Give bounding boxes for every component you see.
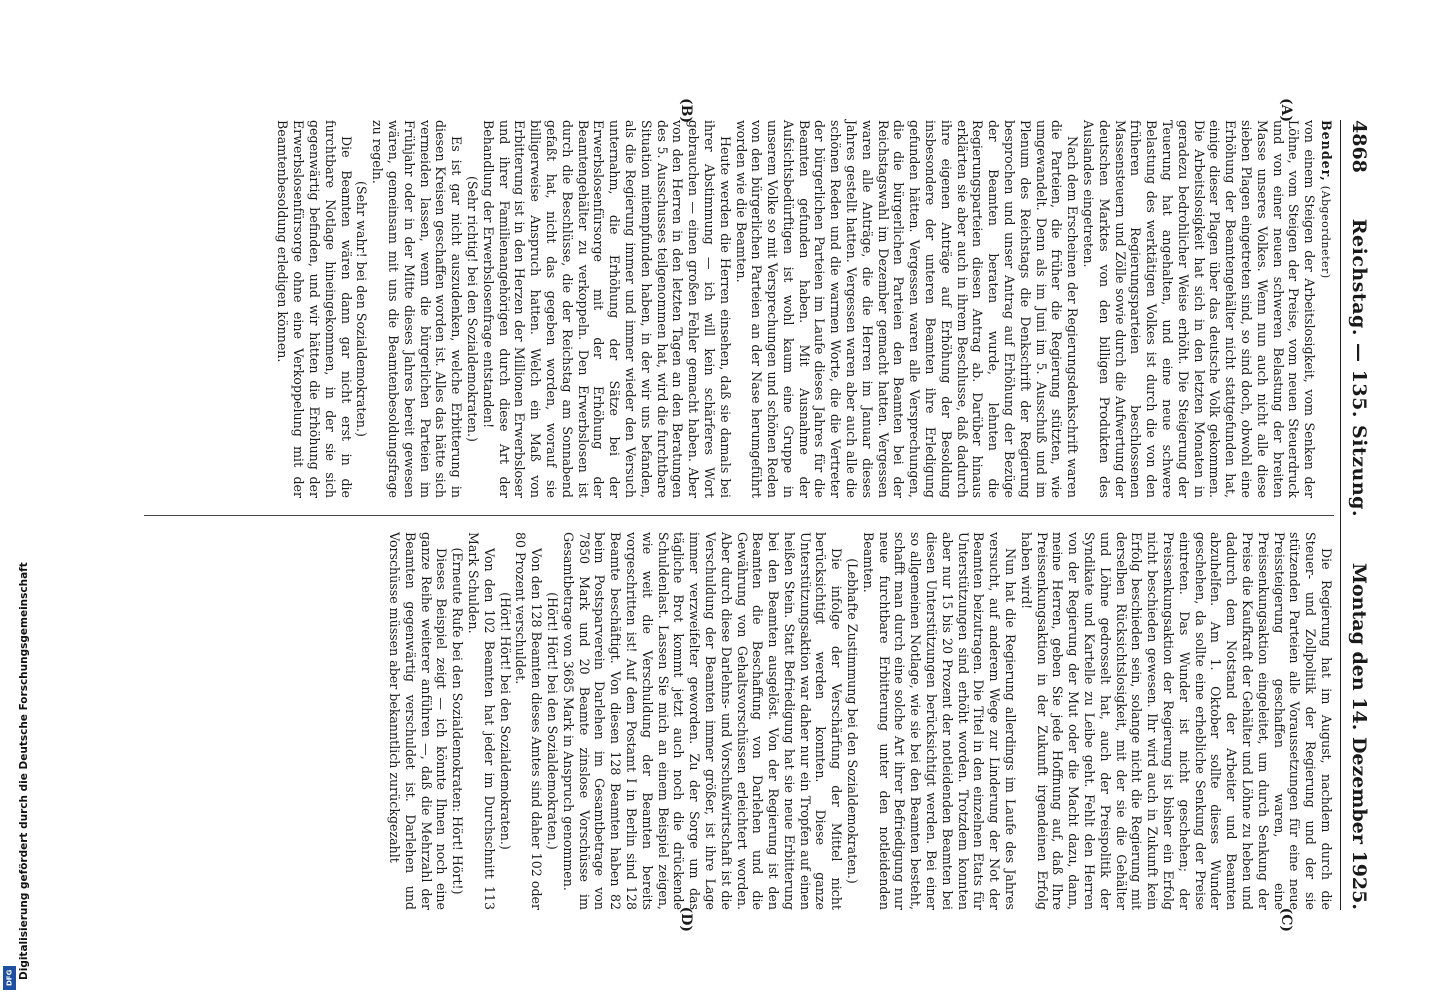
interjection: (Sehr richtig! bei den Sozialdemokraten.)	[464, 176, 480, 442]
paragraph: Es ist gar nicht auszudenken, welche Erbitterung in diesen Kreisen geschaffen worden ist. Alles das hätte sich vermeiden lassen, wenn die bürgerlichen Parteien im Frühjahr oder in der Mitte dieses Jahres bereit gewesen wären, gemeinsam mit uns die Beamtenbesoldungsfrage zu regeln.	[370, 120, 465, 498]
paragraph: Die Regierung hat im August, nachdem durch die Steuer- und Zollpolitik der Regierung und der sie stützenden Parteien alle Voraussetzungen für eine neue Preissteigerung geschaffen waren, eine Preissenkungsaktion eingeleitet, um durch Senkung der Preise die Kaufkraft der Gehälter und Löhne zu heben und dadurch dem Notstand der Arbeiter und Beamten abzuhelfen. Am 1. Oktober sollte dieses Wunder geschehen, da sollte eine erhebliche Senkung der Preise eintreten. Das Wunder ist nicht geschehen; der Preissenkungsaktion der Regierung ist bisher ein Erfolg nicht beschieden gewesen. Ihr wird auch in Zukunft kein Erfolg beschieden sein, solange nicht die Regierung mit derselben Rücksichtslosigkeit, mit der sie die Gehälter und Löhne gedrosselt hat, auch der Preispolitik der Syndikate und Kartelle zu Leibe geht. Fehlt den Herren von der Regierung der Mut oder die Macht dazu, dann, meine Herren, geben Sie jede Hoffnung auf, daß Ihre Preissenkungsaktion in der Zukunft irgendeinen Erfolg haben wird!	[1018, 532, 1334, 910]
document-page	[80, 100, 1380, 930]
paragraph: Von den 128 Beamten dieses Amtes sind daher 102 oder 80 Prozent verschuldet.	[513, 532, 545, 910]
column-divider	[144, 515, 1334, 516]
paragraph: Heute werden die Herren einsehen, daß sie damals bei ihrer Abstimmung — ich will kein schärferes Wort gebrauchen — einen großen Fehler gemacht haben. Aber von den Herren in den letzten Tagen an den Beratungen des 5. Ausschusses teilgenommen hat, wird die furchtbare Situation mitempfunden haben, in der wir uns befanden, als die Regierung immer und immer wieder den Versuch unternahm, die Erhöhung der Sätze bei der Erwerbslosenfürsorge mit der Erhöhung der Beamtengehälter zu verkoppeln. Den Erwerbslosen ist durch die Beschlüsse, die der Reichstag am Sonnabend gefaßt hat, nicht das gegeben worden, worauf sie billigerweise Anspruch hatten. Welch ein Maß von Erbitterung ist in den Herzen der Millionen Erwerbsloser und ihrer Familienangehörigen durch diese Art der Behandlung der Erwerbslosenfrage entstanden!	[480, 120, 733, 498]
left-column	[275, 120, 1334, 498]
margin-letter-d: (D)	[678, 906, 694, 932]
speaker-role: Abgeordneter	[1319, 190, 1332, 274]
paragraph: Die Beamten wären dann gar nicht erst in die furchtbare Notlage hineingekommen, in der sie sich gegenwärtig befinden, und wir hätten die Erhöhung der Erwerbslosenfürsorge ohne eine Verkoppelung mit der Beamtenbesoldung erledigen können.	[275, 120, 354, 498]
paragraph: von einem Steigen der Arbeitslosigkeit, vom Senken der Löhne, vom Steigen der Preise, vom neuen Steuerdruck und von einer neuen schweren Belastung der breiten Masse unseres Volkes. Wenn nun auch nicht alle diese sieben Plagen eingetreten sind, so sind doch, obwohl eine Erhöhung der Beamtengehälter nicht stattgefunden hat, einige dieser Plagen über das deutsche Volk gekommen. Die Arbeitslosigkeit hat sich in den letzten Monaten in geradezu bedrohlicher Weise erhöht. Die Steigerung der Teuerung hat angehalten, und eine neue schwere Belastung des werktätigen Volkes ist durch die von den früheren Regierungsparteien beschlossenen Massensteuern und Zölle sowie durch die Aufwertung der deutschen Marktes von den billigen Produkten des Auslandes eingetreten.	[1081, 120, 1318, 498]
interjection: (Hört! Hört! bei den Sozialdemokraten.)	[544, 592, 560, 850]
page-title: Reichstag. — 135. Sitzung.	[1348, 218, 1370, 518]
paragraph: Nun hat die Regierung allerdings im Laufe des Jahres versucht, auf anderem Wege zur Linderung der Not der Beamten beizutragen. Die Titel in den einzelnen Etats für Unterstützungen sind erhöht worden. Trotzdem konnten aber nur 15 bis 20 Prozent der notleidenden Beamten bei diesen Unterstützungen berücksichtigt werden. Bei einer so allgemeinen Notlage, wie sie bei den Beamten besteht, schafft man durch eine solche Art ihrer Befriedigung nur neue furchtbare Erbitterung unter den notleidenden Beamten.	[860, 532, 1019, 910]
session-date: Montag den 14. Dezember 1925.	[1348, 562, 1370, 910]
margin-letter-b: (B)	[678, 98, 694, 124]
interjection: (Erneute Rufe bei den Sozialdemokraten: Hört! Hört!)	[450, 547, 466, 895]
paragraph: Von den 102 Beamten hat jeder im Durchschnitt 113 Mark Schulden.	[465, 532, 497, 910]
page-number: 4868	[1348, 120, 1370, 173]
interjection: (Lebhafte Zustimmung bei den Sozialdemokraten.)	[845, 558, 861, 884]
margin-letter-a: (A)	[1278, 98, 1294, 123]
credit-text: Digitalisierung gefördert durch die Deutsche Forschungsgemeinschaft	[18, 562, 30, 980]
speaker-name: Bender,	[1319, 120, 1334, 182]
logo-text: DFG	[5, 969, 14, 987]
speaker-line: Bender, (Abgeordneter)	[1319, 120, 1334, 279]
digitization-credit	[4, 40, 30, 1000]
page-header	[1340, 120, 1370, 910]
paragraph: Dieses Beispiel zeigt — ich könnte Ihnen noch eine ganze Reihe weiterer anführen —, daß die Mehrzahl der Beamten gegenwärtig verschuldet ist. Darlehen und Vorschüsse müssen aber bekanntlich zurückgezahlt	[386, 532, 450, 910]
margin-letter-c: (C)	[1278, 907, 1294, 932]
dfg-logo-icon	[3, 966, 16, 990]
text-columns	[275, 98, 1334, 932]
paragraph: Die infolge der Verschärfung der Mittel nicht berücksichtigt werden konnten. Diese ganze Unterstützungsaktion war daher nur ein Tropfen auf einen heißen Stein. Statt Befriedigung hat sie neue Erbitterung bei den Beamten ausgelöst. Von der Regierung ist den Beamten die Beschaffung von Darlehen und die Gewährung von Gehaltsvorschüssen erleichtert worden. Aber durch diese Darlehns- und Vorschußwirtschaft ist die Verschuldung der Beamten immer größer, ist ihre Lage immer verzweifelter geworden. Zu der Sorge um das tägliche Brot kommt jetzt auch noch die drückende Schuldenlast. Lassen Sie mich an einem Beispiel zeigen, wie weit die Verschuldung der Beamten bereits vorgeschritten ist! Auf dem Postamt I in Berlin sind 128 Beamte beschäftigt. Von diesen 128 Beamten haben 82 beim Postsparverein Darlehen im Gesamtbetrage von 7850 Mark und 20 Beamte zinslose Vorschüsse im Gesamtbetrage von 3685 Mark in Anspruch genommen.	[560, 532, 845, 910]
interjection: (Sehr wahr! bei den Sozialdemokraten.)	[354, 181, 370, 437]
interjection: (Hört! Hört! bei den Sozialdemokraten.)	[497, 592, 513, 850]
right-column	[275, 532, 1334, 910]
paragraph: Nach dem Erscheinen der Regierungsdenkschrift waren die Parteien, die früher die Regierung stützten, wie umgewandelt. Denn als im Juni im 5. Ausschuß und im Plenum des Reichstags die Denkschrift der Regierung besprochen und unser Antrag auf Erhöhung der Bezüge der Beamten beraten wurde, lehnten die Regierungsparteien diesen Antrag ab. Darüber hinaus erklärten sie aber auch in ihrem Beschlusse, daß dadurch ihre eigenen Anträge auf Erhöhung der Besoldung insbesondere der unteren Beamten ihre Erledigung gefunden hätten. Vergessen waren alle Versprechungen, die die bürgerlichen Parteien den Beamten bei der Reichstagswahl im Dezember gemacht hatten. Vergessen waren alle Anträge, die die Herren im Januar dieses Jahres gestellt hatten. Vergessen waren aber auch alle die schönen Reden und die warmen Worte, die die Vertreter der bürgerlichen Parteien im Laufe dieses Jahres für die Beamten gefunden haben. Mit Ausnahme der Aufsichtsbedürftigen ist wohl kaum eine Gruppe in unserem Volke so mit Versprechungen und schönen Reden von den bürgerlichen Parteien an der Nase herumgeführt worden wie die Beamten.	[733, 120, 1081, 498]
